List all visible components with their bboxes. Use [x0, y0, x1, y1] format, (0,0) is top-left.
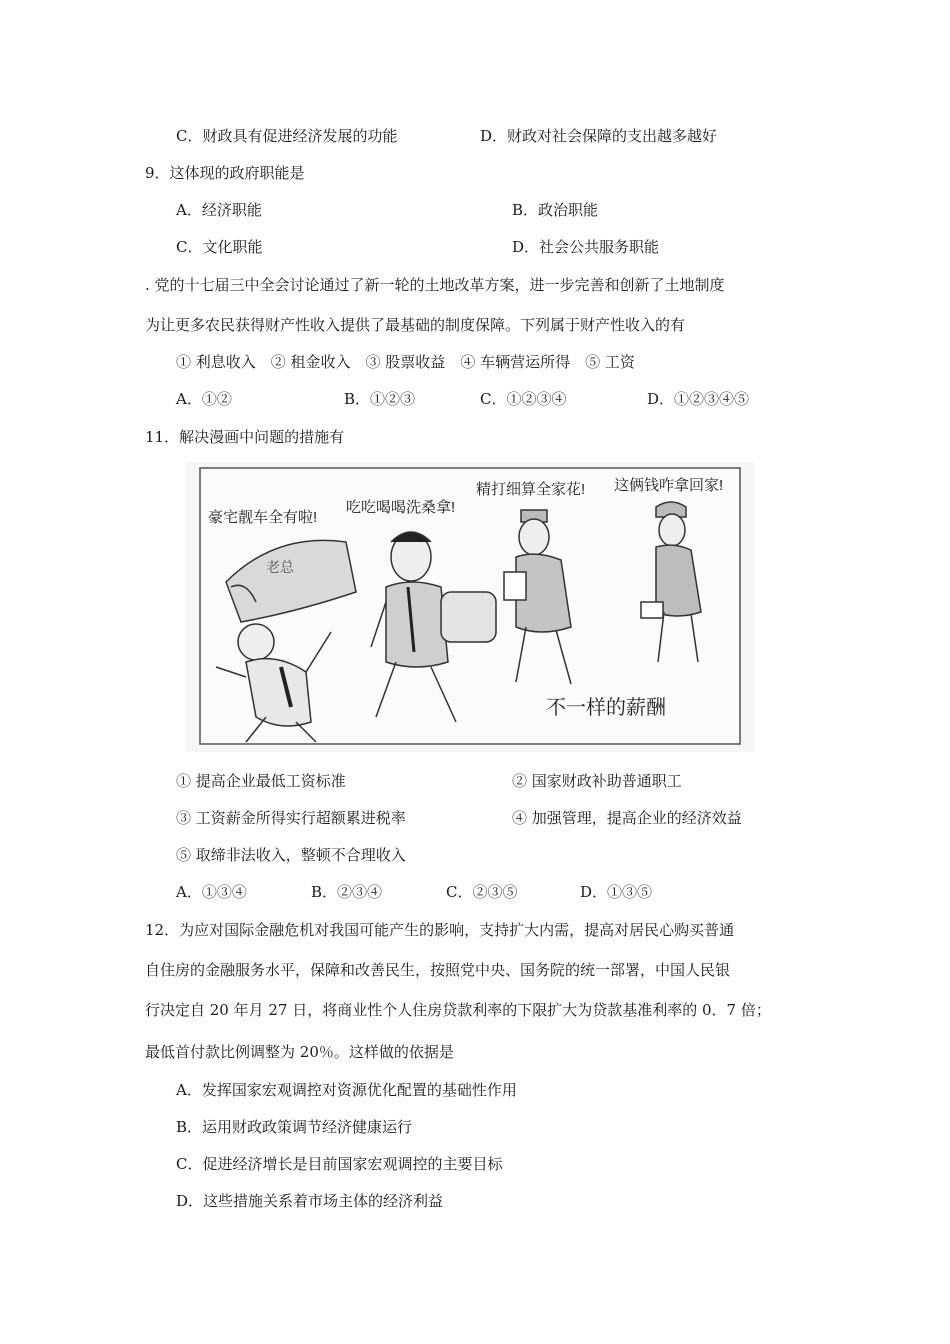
cartoon-speech-2: 吃吃喝喝洗桑拿!: [346, 499, 456, 516]
q10-option-a: A．①②: [176, 390, 232, 408]
q8-option-d: D．财政对社会保障的支出越多越好: [480, 127, 718, 145]
q9-option-a: A．经济职能: [176, 201, 262, 219]
q10-stem-line-2: 为让更多农民获得财产性收入提供了最基础的制度保障。下列属于财产性收入的有: [145, 316, 686, 334]
q11-option-d: D．①③⑤: [580, 883, 653, 901]
q11-item-2: ② 国家财政补助普通职工: [512, 772, 682, 790]
q11-option-a: A．①③④: [176, 883, 247, 901]
q11-item-5: ⑤ 取缔非法收入，整顿不合理收入: [176, 846, 406, 864]
q12-option-d: D．这些措施关系着市场主体的经济利益: [176, 1192, 444, 1210]
q12-stem-line-1: 12．为应对国际金融危机对我国可能产生的影响，支持扩大内需，提高对居民心购买普通: [145, 921, 735, 939]
q11-item-4: ④ 加强管理，提高企业的经济效益: [512, 809, 742, 827]
cartoon-image: [186, 462, 754, 752]
cartoon-speech-4: 这俩钱咋拿回家!: [614, 477, 724, 494]
q10-option-c: C．①②③④: [480, 390, 567, 408]
q9-option-c: C．文化职能: [176, 238, 263, 256]
q9-option-d: D．社会公共服务职能: [512, 238, 660, 256]
bag-label: 老总: [266, 559, 294, 575]
q11-option-c: C．②③⑤: [446, 883, 518, 901]
cartoon-speech-1: 豪宅靓车全有啦!: [208, 509, 318, 526]
q9-stem: 9．这体现的政府职能是: [145, 164, 305, 182]
cartoon-caption: 不一样的薪酬: [546, 697, 666, 719]
q10-items: ① 利息收入 ② 租金收入 ③ 股票收益 ④ 车辆营运所得 ⑤ 工资: [176, 353, 635, 371]
q12-stem-line-3: 行决定自 20 年月 27 日，将商业性个人住房贷款利率的下限扩大为贷款基准利率的 0．7 倍；: [145, 1001, 771, 1019]
q11-option-b: B．②③④: [311, 883, 383, 901]
q10-option-b: B．①②③: [344, 390, 416, 408]
q12-stem-line-2: 自住房的金融服务水平，保障和改善民生，按照党中央、国务院的统一部署，中国人民银: [145, 961, 731, 979]
q11-item-1: ① 提高企业最低工资标准: [176, 772, 346, 790]
q12-option-c: C．促进经济增长是目前国家宏观调控的主要目标: [176, 1155, 503, 1173]
cartoon-speech-3: 精打细算全家花!: [476, 481, 586, 498]
q12-option-b: B．运用财政政策调节经济健康运行: [176, 1118, 413, 1136]
q12-option-a: A．发挥国家宏观调控对资源优化配置的基础性作用: [176, 1081, 517, 1099]
q12-stem-line-4: 最低首付款比例调整为 20％。这样做的依据是: [145, 1043, 454, 1061]
q10-option-d: D．①②③④⑤: [647, 390, 750, 408]
q10-stem-line-1: . 党的十七届三中全会讨论通过了新一轮的土地改革方案，进一步完善和创新了土地制度: [145, 276, 725, 294]
q8-option-c: C．财政具有促进经济发展的功能: [176, 127, 398, 145]
q9-option-b: B．政治职能: [512, 201, 599, 219]
q11-item-3: ③ 工资薪金所得实行超额累进税率: [176, 809, 406, 827]
q11-stem: 11．解决漫画中问题的措施有: [145, 428, 345, 446]
